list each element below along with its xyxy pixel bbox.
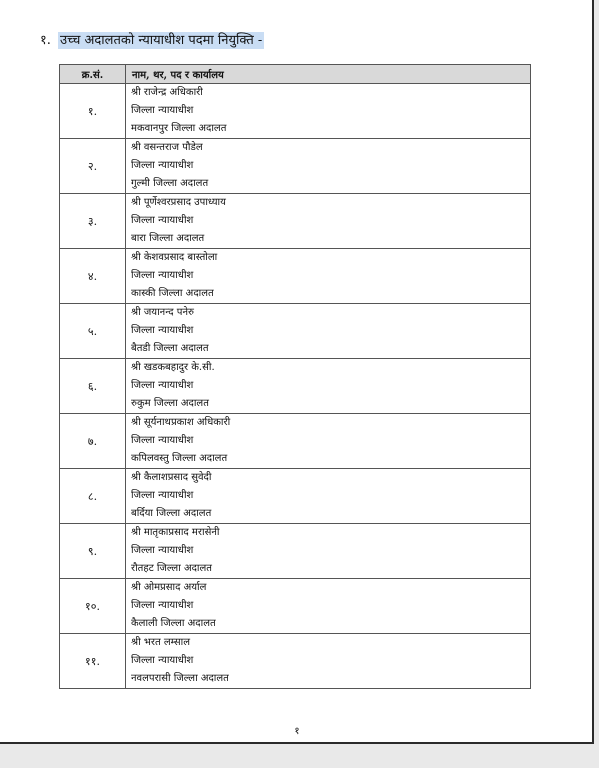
table-row: [60, 194, 531, 249]
judge-post: जिल्ला न्यायाधीश: [131, 160, 194, 171]
table-row: [60, 249, 531, 304]
judge-post: जिल्ला न्यायाधीश: [131, 435, 194, 446]
judge-post: जिल्ला न्यायाधीश: [131, 545, 194, 556]
table-row: [60, 579, 531, 634]
table-body: [60, 84, 531, 689]
judge-office: नवलपरासी जिल्ला अदालत: [131, 673, 229, 684]
judge-office: कास्की जिल्ला अदालत: [131, 288, 214, 299]
judge-post: जिल्ला न्यायाधीश: [131, 490, 194, 501]
judge-name: श्री भरत लम्साल: [131, 637, 191, 648]
details-cell: [126, 249, 531, 304]
judge-post: जिल्ला न्यायाधीश: [131, 105, 194, 116]
serial-number-cell: ११.: [60, 634, 126, 689]
details-cell: [126, 139, 531, 194]
judge-name: श्री राजेन्द्र अधिकारी: [131, 87, 203, 98]
serial-number-cell: ९.: [60, 524, 126, 579]
details-cell: [126, 359, 531, 414]
serial-number-cell: २.: [60, 139, 126, 194]
judge-name: श्री कैलाशप्रसाद सुवेदी: [131, 472, 212, 483]
table-row: [60, 359, 531, 414]
section-heading: [40, 31, 264, 51]
column-header-details: नाम, थर, पद र कार्यालय: [126, 65, 531, 84]
serial-number-cell: ५.: [60, 304, 126, 359]
table-row: [60, 304, 531, 359]
judge-post: जिल्ला न्यायाधीश: [131, 600, 194, 611]
judge-name: श्री जयानन्द पनेरु: [131, 307, 194, 318]
page-number: १: [294, 726, 300, 737]
details-cell: [126, 634, 531, 689]
table-row: [60, 469, 531, 524]
appointments-table: [59, 64, 531, 689]
column-header-serial: क्र.सं.: [60, 65, 126, 84]
judge-office: बारा जिल्ला अदालत: [131, 233, 205, 244]
table-row: [60, 84, 531, 139]
serial-number-cell: १०.: [60, 579, 126, 634]
details-cell: [126, 469, 531, 524]
judge-name: श्री सूर्यनाथप्रकाश अधिकारी: [131, 417, 231, 428]
serial-number-cell: ८.: [60, 469, 126, 524]
section-title: उच्च अदालतको न्यायाधीश पदमा नियुक्ति -: [60, 33, 263, 48]
serial-number-cell: ३.: [60, 194, 126, 249]
details-cell: [126, 579, 531, 634]
judge-office: बैतडी जिल्ला अदालत: [131, 343, 209, 354]
judge-post: जिल्ला न्यायाधीश: [131, 655, 194, 666]
details-cell: [126, 304, 531, 359]
judge-name: श्री मातृकाप्रसाद मरासेनी: [131, 527, 220, 538]
section-number: १.: [40, 33, 51, 48]
judge-post: जिल्ला न्यायाधीश: [131, 325, 194, 336]
table-row: [60, 634, 531, 689]
details-cell: [126, 414, 531, 469]
judge-post: जिल्ला न्यायाधीश: [131, 215, 194, 226]
table-row: [60, 414, 531, 469]
details-cell: [126, 84, 531, 139]
table-row: [60, 139, 531, 194]
serial-number-cell: ७.: [60, 414, 126, 469]
judge-name: श्री पूर्णेश्वरप्रसाद उपाध्याय: [131, 197, 226, 208]
judge-post: जिल्ला न्यायाधीश: [131, 380, 194, 391]
judge-office: बर्दिया जिल्ला अदालत: [131, 508, 212, 519]
table-header-row: [60, 65, 531, 84]
table-row: [60, 524, 531, 579]
judge-name: श्री खडकबहादुर के.सी.: [131, 362, 215, 373]
serial-number-cell: १.: [60, 84, 126, 139]
judge-name: श्री ओमप्रसाद अर्याल: [131, 582, 207, 593]
serial-number-cell: ६.: [60, 359, 126, 414]
judge-name: श्री केशवप्रसाद बास्तोला: [131, 252, 218, 263]
judge-office: कपिलवस्तु जिल्ला अदालत: [131, 453, 228, 464]
judge-office: रुकुम जिल्ला अदालत: [131, 398, 209, 409]
details-cell: [126, 524, 531, 579]
judge-office: रौतहट जिल्ला अदालत: [131, 563, 212, 574]
judge-name: श्री वसन्तराज पौडेल: [131, 142, 203, 153]
serial-number-cell: ४.: [60, 249, 126, 304]
judge-office: कैलाली जिल्ला अदालत: [131, 618, 216, 629]
details-cell: [126, 194, 531, 249]
judge-post: जिल्ला न्यायाधीश: [131, 270, 194, 281]
judge-office: मकवानपुर जिल्ला अदालत: [131, 123, 227, 134]
judge-office: गुल्मी जिल्ला अदालत: [131, 178, 209, 189]
